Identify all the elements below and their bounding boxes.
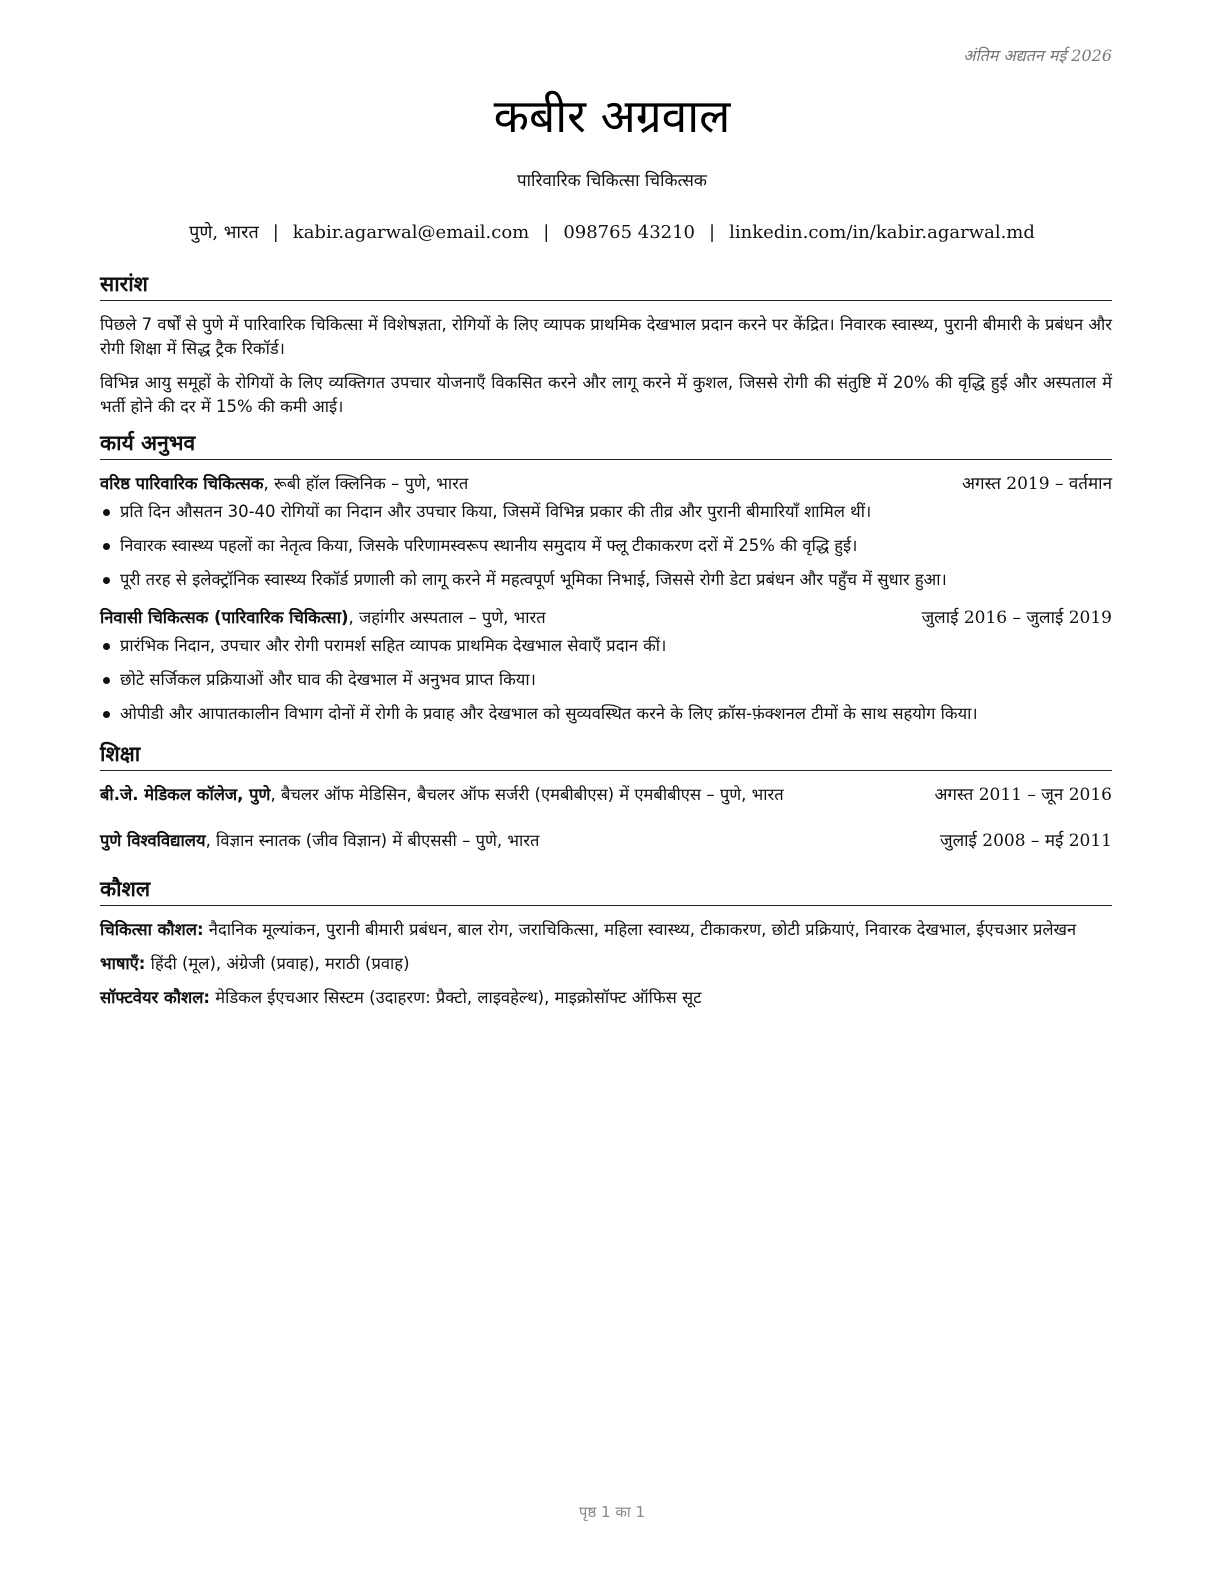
education-detail: , विज्ञान स्नातक (जीव विज्ञान) में बीएससी – पुणे, भारत: [205, 831, 540, 850]
education-line: [100, 783, 784, 807]
summary-paragraph: विभिन्न आयु समूहों के रोगियों के लिए व्यक्तिगत उपचार योजनाएँ विकसित करने और लागू करने में कुशल, जिससे रोगी की संतुष्टि में 20% की वृद्धि हुई और अस्पताल में भर्ती होने की दर में 15% की कमी आई।: [100, 373, 1112, 416]
job-role-line: [100, 472, 468, 496]
job-bullet: ओपीडी और आपातकालीन विभाग दोनों में रोगी के प्रवाह और देखभाल को सुव्यवस्थित करने के लिए क्रॉस-फ़ंक्शनल टीमों के साथ सहयोग किया।: [100, 702, 1112, 726]
job-entry: [100, 472, 1112, 592]
contact-phone[interactable]: 098765 43210: [563, 222, 696, 243]
skill-row: [100, 986, 1112, 1010]
candidate-title: पारिवारिक चिकित्सा चिकित्सक: [517, 171, 707, 191]
skill-label: चिकित्सा कौशल:: [100, 920, 204, 939]
job-role: निवासी चिकित्सक (पारिवारिक चिकित्सा): [100, 608, 349, 627]
education-entry: [100, 783, 1112, 807]
job-bullet: निवारक स्वास्थ्य पहलों का नेतृत्व किया, जिसके परिणामस्वरूप स्थानीय समुदाय में फ्लू टीकाकरण दरों में 25% की वृद्धि हुई।: [100, 534, 1112, 558]
education-heading: शिक्षा: [100, 740, 1112, 771]
last-updated-note: अंतिम अद्यतन मई 2026: [963, 46, 1112, 65]
education-line: [100, 829, 539, 853]
job-entry: [100, 606, 1112, 726]
job-org: , जहांगीर अस्पताल – पुणे, भारत: [348, 608, 546, 627]
education-entry: [100, 829, 1112, 853]
contact-email[interactable]: kabir.agarwal@email.com: [292, 222, 530, 243]
skill-value: नैदानिक मूल्यांकन, पुरानी बीमारी प्रबंधन, बाल रोग, जराचिकित्सा, महिला स्वास्थ्य, टीकाकरण, छोटी प्रक्रियाएं, निवारक देखभाल, ईएचआर प्रलेखन: [203, 920, 1077, 939]
experience-section: [100, 429, 1112, 726]
job-role-line: [100, 606, 546, 630]
summary-heading: सारांश: [100, 270, 1112, 301]
skill-value: मेडिकल ईएचआर सिस्टम (उदाहरण: प्रैक्टो, लाइवहेल्थ), माइक्रोसॉफ्ट ऑफिस सूट: [209, 988, 702, 1007]
education-section: [100, 740, 1112, 853]
skill-label: सॉफ्टवेयर कौशल:: [100, 988, 210, 1007]
contact-line: [0, 220, 1224, 244]
contact-separator: |: [543, 222, 550, 243]
job-role: वरिष्ठ पारिवारिक चिकित्सक: [100, 474, 264, 493]
contact-separator: |: [272, 222, 279, 243]
skills-heading: कौशल: [100, 875, 1112, 906]
education-school: बी.जे. मेडिकल कॉलेज, पुणे: [100, 785, 271, 804]
resume-content: [100, 270, 1112, 1020]
experience-heading: कार्य अनुभव: [100, 429, 1112, 460]
education-dates: जुलाई 2008 – मई 2011: [939, 831, 1112, 851]
education-school: पुणे विश्वविद्यालय: [100, 831, 206, 850]
job-bullets: [100, 634, 1112, 726]
job-header: [100, 472, 1112, 496]
job-bullet: प्रारंभिक निदान, उपचार और रोगी परामर्श सहित व्यापक प्राथमिक देखभाल सेवाएँ प्रदान कीं।: [100, 634, 1112, 658]
contact-linkedin[interactable]: linkedin.com/in/kabir.agarwal.md: [729, 222, 1035, 243]
job-bullet: प्रति दिन औसतन 30-40 रोगियों का निदान और उपचार किया, जिसमें विभिन्न प्रकार की तीव्र और पुरानी बीमारियाँ शामिल थीं।: [100, 500, 1112, 524]
job-header: [100, 606, 1112, 630]
job-bullets: [100, 500, 1112, 592]
skill-label: भाषाएँ:: [100, 954, 146, 973]
page-number: पृष्ठ 1 का 1: [578, 1503, 646, 1521]
job-bullet: पूरी तरह से इलेक्ट्रॉनिक स्वास्थ्य रिकॉर्ड प्रणाली को लागू करने में महत्वपूर्ण भूमिका निभाई, जिससे रोगी डेटा प्रबंधन और पहुँच में सुधार हुआ।: [100, 568, 1112, 592]
job-bullet: छोटे सर्जिकल प्रक्रियाओं और घाव की देखभाल में अनुभव प्राप्त किया।: [100, 668, 1112, 692]
job-dates: अगस्त 2019 – वर्तमान: [962, 474, 1112, 494]
contact-location: पुणे, भारत: [189, 222, 259, 243]
contact-separator: |: [709, 222, 716, 243]
skill-row: [100, 918, 1112, 942]
summary-paragraph: पिछले 7 वर्षों से पुणे में पारिवारिक चिकित्सा में विशेषज्ञता, रोगियों के लिए व्यापक प्राथमिक देखभाल प्रदान करने पर केंद्रित। निवारक स्वास्थ्य, पुरानी बीमारी के प्रबंधन और रोगी शिक्षा में सिद्ध ट्रैक रिकॉर्ड।: [100, 315, 1112, 358]
skill-value: हिंदी (मूल), अंग्रेजी (प्रवाह), मराठी (प्रवाह): [145, 954, 410, 973]
candidate-name: कबीर अग्रवाल: [493, 89, 731, 143]
education-detail: , बैचलर ऑफ मेडिसिन, बैचलर ऑफ सर्जरी (एमबीबीएस) में एमबीबीएस – पुणे, भारत: [270, 785, 784, 804]
summary-section: [100, 270, 1112, 419]
skill-row: [100, 952, 1112, 976]
job-org: , रूबी हॉल क्लिनिक – पुणे, भारत: [263, 474, 469, 493]
education-dates: अगस्त 2011 – जून 2016: [934, 785, 1112, 805]
job-dates: जुलाई 2016 – जुलाई 2019: [921, 608, 1112, 628]
skills-section: [100, 875, 1112, 1010]
